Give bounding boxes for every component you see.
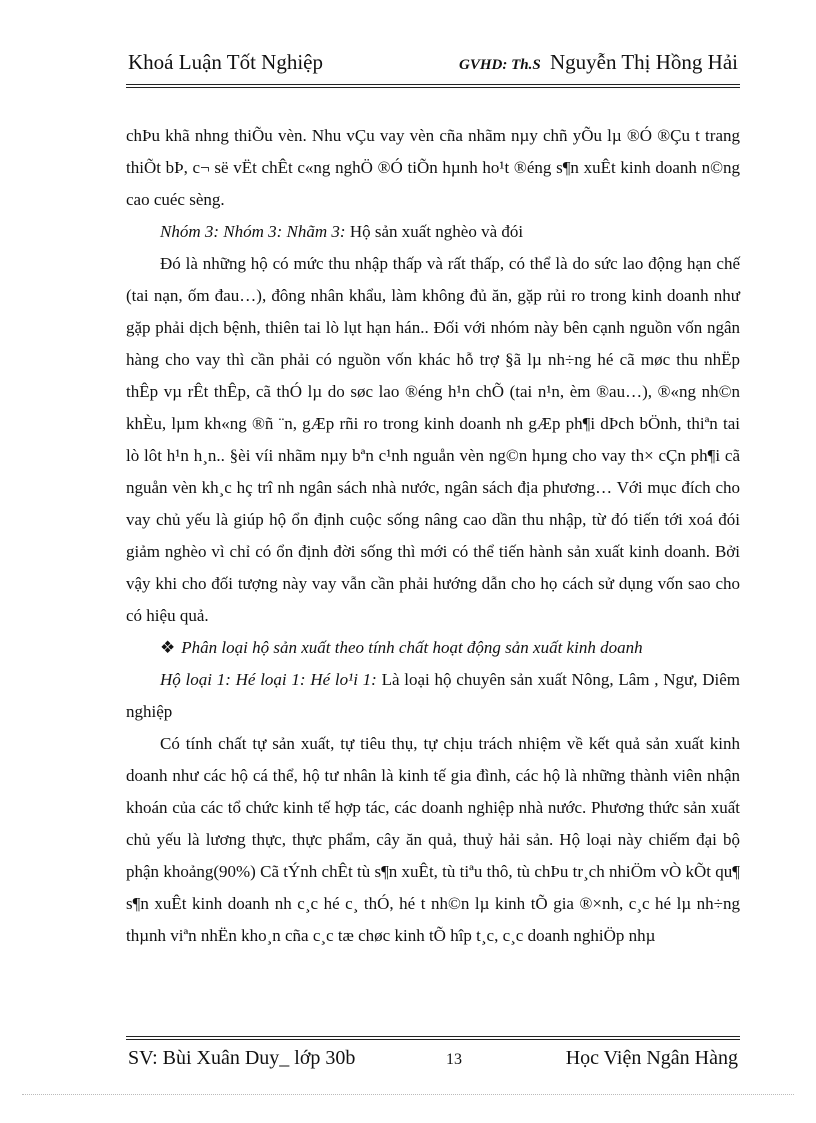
diamond-bullet-icon: ❖ — [160, 638, 176, 657]
heading-label: Hộ loại 1: Hé loại 1: Hé lo¹i 1: — [160, 670, 377, 689]
page-bottom-dotted-rule — [22, 1094, 794, 1095]
page-number: 13 — [446, 1051, 462, 1068]
heading-nhom-3 — [126, 216, 740, 248]
footer-institution: Học Viện Ngân Hàng — [565, 1047, 738, 1069]
header-rule — [126, 84, 740, 85]
page-body — [126, 120, 740, 952]
header-advisor-name: Nguyễn Thị Hồng Hải — [549, 50, 738, 74]
page-footer — [128, 1047, 738, 1077]
heading-label: Nhóm 3: Nhóm 3: Nhãm 3: — [160, 222, 346, 241]
page-header — [128, 50, 738, 80]
header-title: Khoá Luận Tốt Nghiệp — [128, 50, 323, 74]
footer-rule — [126, 1036, 740, 1037]
bullet-heading-text: Phân loại hộ sản xuất theo tính chất hoạt động sản xuất kinh doanh — [181, 638, 643, 657]
bullet-heading — [126, 632, 740, 664]
header-gvhd-label: GVHD: Th.S — [459, 57, 541, 73]
heading-ho-loai-1 — [126, 664, 740, 728]
header-advisor-block — [459, 50, 738, 75]
paragraph-3: Có tính chất tự sản xuất, tự tiêu thụ, tự chịu trách nhiệm về kết quả sản xuất kinh doanh như các hộ cá thể, hộ tư nhân là kinh tế gia đình, các hộ là những thành viên nhận khoán của các tổ chức kinh tế hợp tác, các doanh nghiệp nhà nước. Phương thức sản xuất chủ yếu là lương thực, thực phẩm, cây ăn quả, thuỷ hải sản. Hộ loại này chiếm đại bộ phận khoảng(90%) Cã tÝnh chÊt tù s¶n xuÊt, tù tiªu thô, tù chÞu tr¸ch nhiÖm vÒ kÕt qu¶ s¶n xuÊt kinh doanh nh c¸c hé c¸ thÓ, hé t nh©n lµ kinh tÕ gia ®×nh, c¸c hé lµ nh÷ng thµnh viªn nhËn kho¸n cña c¸c tæ chøc kinh tÕ hîp t¸c, c¸c doanh nghiÖp nhµ — [126, 734, 740, 945]
header-rule-thin — [126, 87, 740, 88]
paragraph-2: Đó là những hộ có mức thu nhập thấp và rất thấp, có thể là do sức lao động hạn chế (tai nạn, ốm đau…), đông nhân khẩu, làm không đủ ăn, gặp rủi ro trong kinh doanh như gặp phải dịch bệnh, thiên tai lò lụt hạn hán.. Đối với nhóm này bên cạnh nguồn vốn ngân hàng cho vay thì cần phải có nguồn vốn khác hỗ trợ §ã lµ nh÷ng hé cã møc thu nhËp thÊp vµ rÊt thÊp, cã thÓ lµ do søc lao ®éng h¹n chÕ (tai n¹n, èm ®au…), ®«ng nh©n khÈu, lµm kh«ng ®ñ ¨n, gÆp rñi ro trong kinh doanh nh gÆp ph¶i dÞch bÖnh, thiªn tai lò lôt h¹n h¸n.. §èi víi nhãm nµy bªn c¹nh nguån vèn ng©n hµng cho vay th× cÇn ph¶i cã nguån vèn kh¸c hç trî nh ngân sách nhà nước, ngân sách địa phương… Với mục đích cho vay chủ yếu là giúp hộ ổn định cuộc sống nâng cao dần thu nhập, từ đó tiến tới xoá đói giảm nghèo vì chỉ có ổn định đời sống thì mới có thể tiến hành sản xuất kinh doanh. Bởi vậy khi cho đối tượng này vay vẫn cần phải hướng dẫn cho họ cách sử dụng vốn sao cho có hiệu quả. — [126, 254, 740, 625]
paragraph-1: chÞu khã nhng thiÕu vèn. Nhu vÇu vay vèn cña nhãm nµy chñ yÕu lµ ®Ó ®Çu t trang thiÕt bÞ, c¬ së vËt chÊt c«ng nghÖ ®Ó tiÕn hµnh ho¹t ®éng s¶n xuÊt kinh doanh n©ng cao cuéc sèng. — [126, 126, 740, 209]
heading-text: Là loại hộ chuyên sản xuất Nông, Lâm , Ngư, Diêm nghiệp — [126, 670, 740, 721]
footer-rule-thin — [126, 1039, 740, 1040]
footer-student: SV: Bùi Xuân Duy_ lớp 30b — [128, 1047, 356, 1069]
heading-text: Hộ sản xuất nghèo và đói — [345, 222, 524, 241]
